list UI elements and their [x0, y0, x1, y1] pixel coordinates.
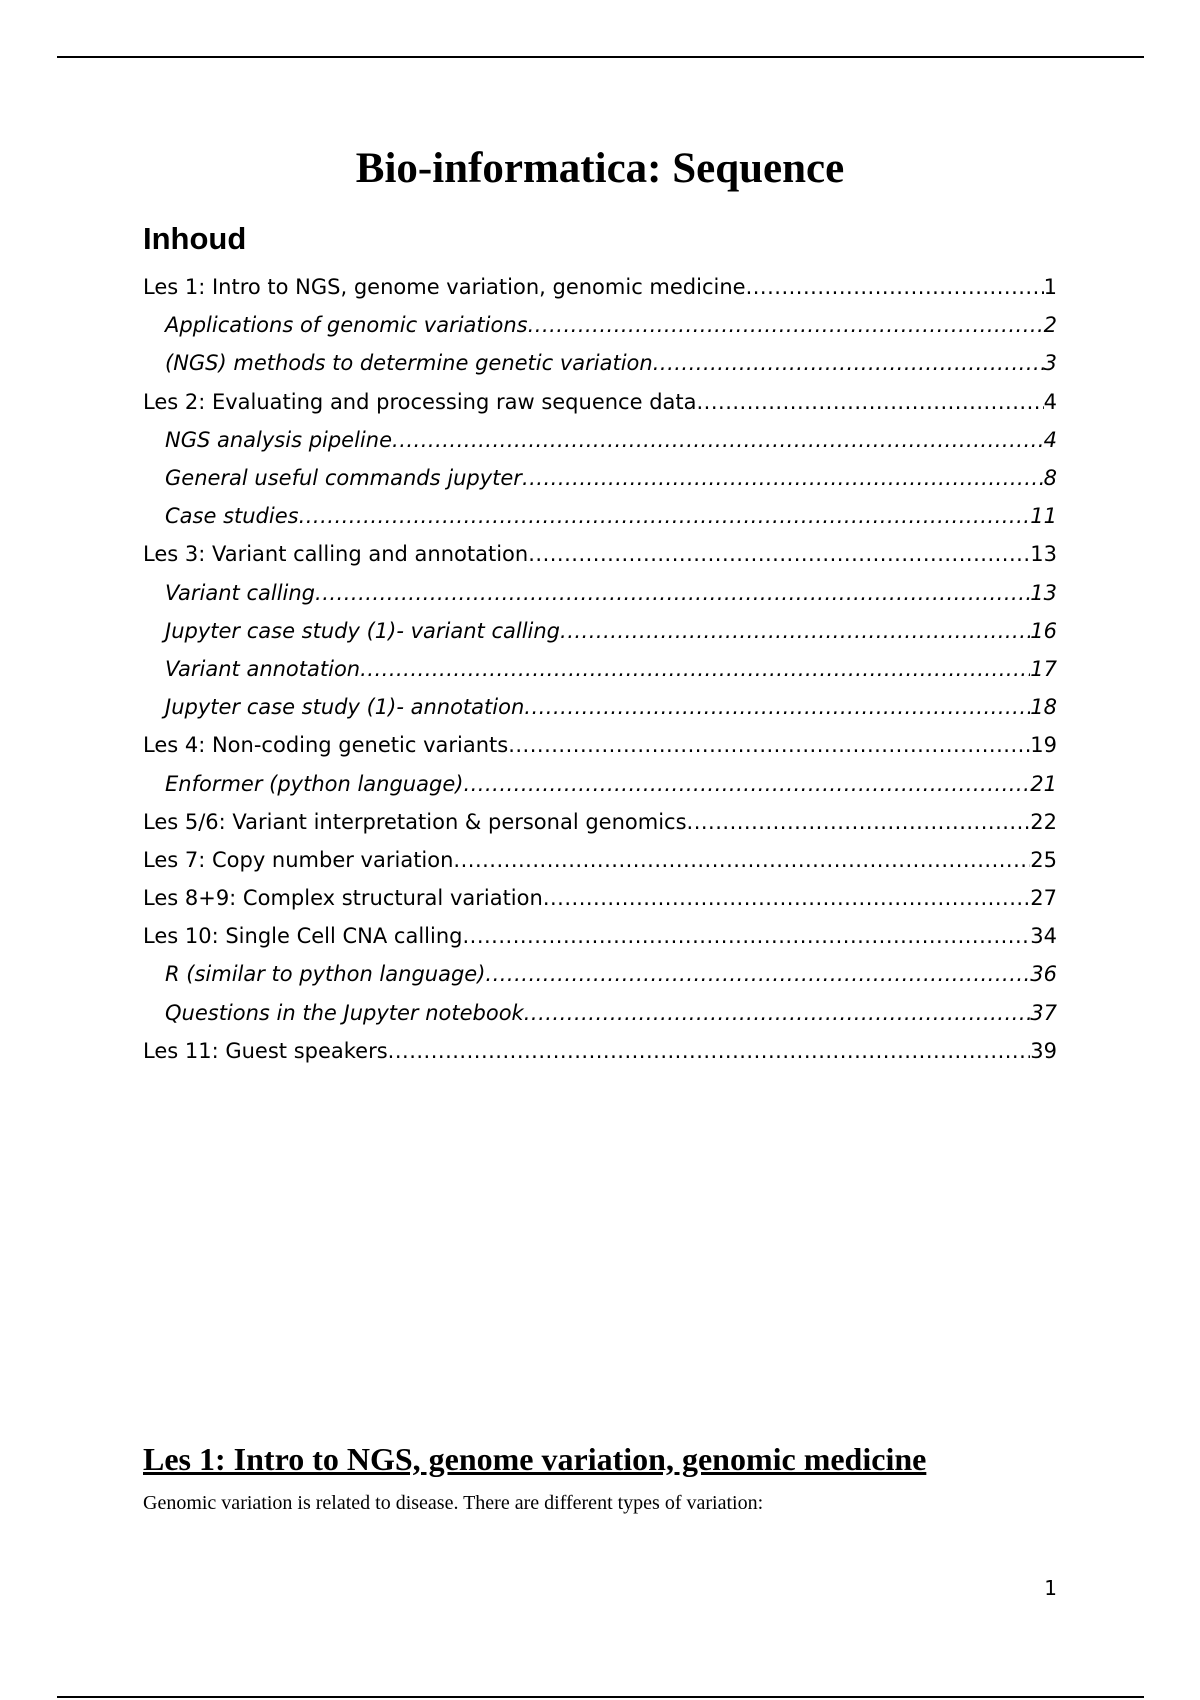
toc-entry[interactable]: [143, 955, 1057, 993]
toc-entry[interactable]: [143, 688, 1057, 726]
toc-entry[interactable]: [143, 879, 1057, 917]
section-heading: Les 1: Intro to NGS, genome variation, genomic medicine: [143, 1441, 927, 1477]
toc-dot-leader: [697, 390, 1044, 414]
toc-entry-label: Case studies: [165, 504, 299, 529]
toc-dot-leader: [299, 504, 1031, 528]
toc-dot-leader: [508, 733, 1030, 757]
toc-entry-page: 3: [1043, 351, 1057, 376]
toc-entry[interactable]: [143, 803, 1057, 841]
toc-entry-page: 39: [1030, 1038, 1057, 1063]
toc-entry[interactable]: [143, 344, 1057, 382]
toc-entry-page: 16: [1030, 618, 1057, 643]
toc-dot-leader: [360, 657, 1030, 681]
bottom-rule: [57, 1696, 1144, 1698]
page-number: 1: [1044, 1576, 1057, 1600]
toc-entry[interactable]: [143, 421, 1057, 459]
toc-dot-leader: [746, 275, 1044, 299]
toc-dot-leader: [388, 1039, 1031, 1063]
toc-entry[interactable]: [143, 841, 1057, 879]
toc-entry-label: Variant annotation: [165, 656, 361, 681]
toc-dot-leader: [522, 466, 1044, 490]
toc-dot-leader: [687, 810, 1031, 834]
toc-entry[interactable]: [143, 1032, 1057, 1070]
toc-entry-page: 4: [1043, 389, 1057, 414]
toc-entry-label: Les 1: Intro to NGS, genome variation, genomic medicine: [143, 275, 746, 300]
toc-entry-label: Les 5/6: Variant interpretation & personal genomics: [143, 809, 687, 834]
toc-dot-leader: [653, 351, 1044, 375]
toc-entry[interactable]: [143, 574, 1057, 612]
toc-entry-label: Jupyter case study (1)- variant calling: [165, 618, 561, 643]
toc-entry-page: 37: [1030, 1000, 1057, 1025]
toc-entry-page: 13: [1030, 542, 1057, 567]
toc-entry-page: 13: [1030, 580, 1057, 605]
toc-dot-leader: [528, 542, 1030, 566]
toc-entry[interactable]: [143, 459, 1057, 497]
toc-entry-label: Jupyter case study (1)- annotation: [165, 695, 525, 720]
toc-entry[interactable]: [143, 726, 1057, 764]
toc-entry[interactable]: [143, 306, 1057, 344]
toc-entry-page: 11: [1030, 504, 1057, 529]
toc-dot-leader: [485, 962, 1030, 986]
document-title: Bio-informatica: Sequence: [355, 145, 845, 192]
toc-entry[interactable]: [143, 917, 1057, 955]
toc-dot-leader: [528, 313, 1044, 337]
toc-entry-page: 8: [1043, 466, 1057, 491]
toc-dot-leader: [315, 581, 1030, 605]
toc-dot-leader: [524, 1001, 1031, 1025]
toc-dot-leader: [543, 886, 1030, 910]
toc-dot-leader: [463, 772, 1030, 796]
toc-entry-page: 19: [1030, 733, 1057, 758]
toc-entry-label: Les 10: Single Cell CNA calling: [143, 924, 463, 949]
toc-entry-label: Les 11: Guest speakers: [143, 1038, 388, 1063]
toc-entry-page: 17: [1030, 656, 1057, 681]
toc-entry-label: (NGS) methods to determine genetic variation: [165, 351, 653, 376]
toc-entry-page: 18: [1030, 695, 1057, 720]
toc-entry-page: 25: [1030, 847, 1057, 872]
toc-entry-label: NGS analysis pipeline: [165, 427, 393, 452]
body-paragraph: Genomic variation is related to disease. There are different types of variation:: [143, 1492, 764, 1514]
toc-entry[interactable]: [143, 535, 1057, 573]
toc-entry-label: Les 2: Evaluating and processing raw sequence data: [143, 389, 697, 414]
toc-entry-label: Les 8+9: Complex structural variation: [143, 886, 543, 911]
toc-entry-label: Les 4: Non-coding genetic variants: [143, 733, 509, 758]
table-of-contents: [143, 268, 1057, 1070]
toc-entry[interactable]: [143, 497, 1057, 535]
toc-entry-page: 2: [1043, 313, 1057, 338]
top-rule: [57, 56, 1144, 58]
toc-entry-label: R (similar to python language): [165, 962, 486, 987]
toc-entry-label: Enformer (python language): [165, 771, 464, 796]
toc-entry-label: Questions in the Jupyter notebook: [165, 1000, 524, 1025]
toc-entry-page: 34: [1030, 924, 1057, 949]
toc-entry-label: Applications of genomic variations: [165, 313, 528, 338]
toc-entry[interactable]: [143, 612, 1057, 650]
toc-dot-leader: [392, 428, 1044, 452]
toc-entry-label: General useful commands jupyter: [165, 466, 522, 491]
toc-entry-label: Les 3: Variant calling and annotation: [143, 542, 529, 567]
toc-entry[interactable]: [143, 994, 1057, 1032]
toc-entry-page: 22: [1030, 809, 1057, 834]
toc-entry-page: 21: [1030, 771, 1057, 796]
toc-entry-page: 1: [1043, 275, 1057, 300]
toc-entry-label: Variant calling: [165, 580, 316, 605]
toc-entry[interactable]: [143, 383, 1057, 421]
toc-entry[interactable]: [143, 268, 1057, 306]
toc-entry-page: 27: [1030, 886, 1057, 911]
toc-entry-page: 36: [1030, 962, 1057, 987]
toc-entry[interactable]: [143, 764, 1057, 802]
toc-entry-label: Les 7: Copy number variation: [143, 847, 454, 872]
toc-dot-leader: [560, 619, 1030, 643]
toc-dot-leader: [462, 924, 1030, 948]
toc-heading: Inhoud: [143, 221, 247, 256]
toc-dot-leader: [453, 848, 1030, 872]
toc-dot-leader: [524, 695, 1030, 719]
toc-entry[interactable]: [143, 650, 1057, 688]
toc-entry-page: 4: [1043, 427, 1057, 452]
